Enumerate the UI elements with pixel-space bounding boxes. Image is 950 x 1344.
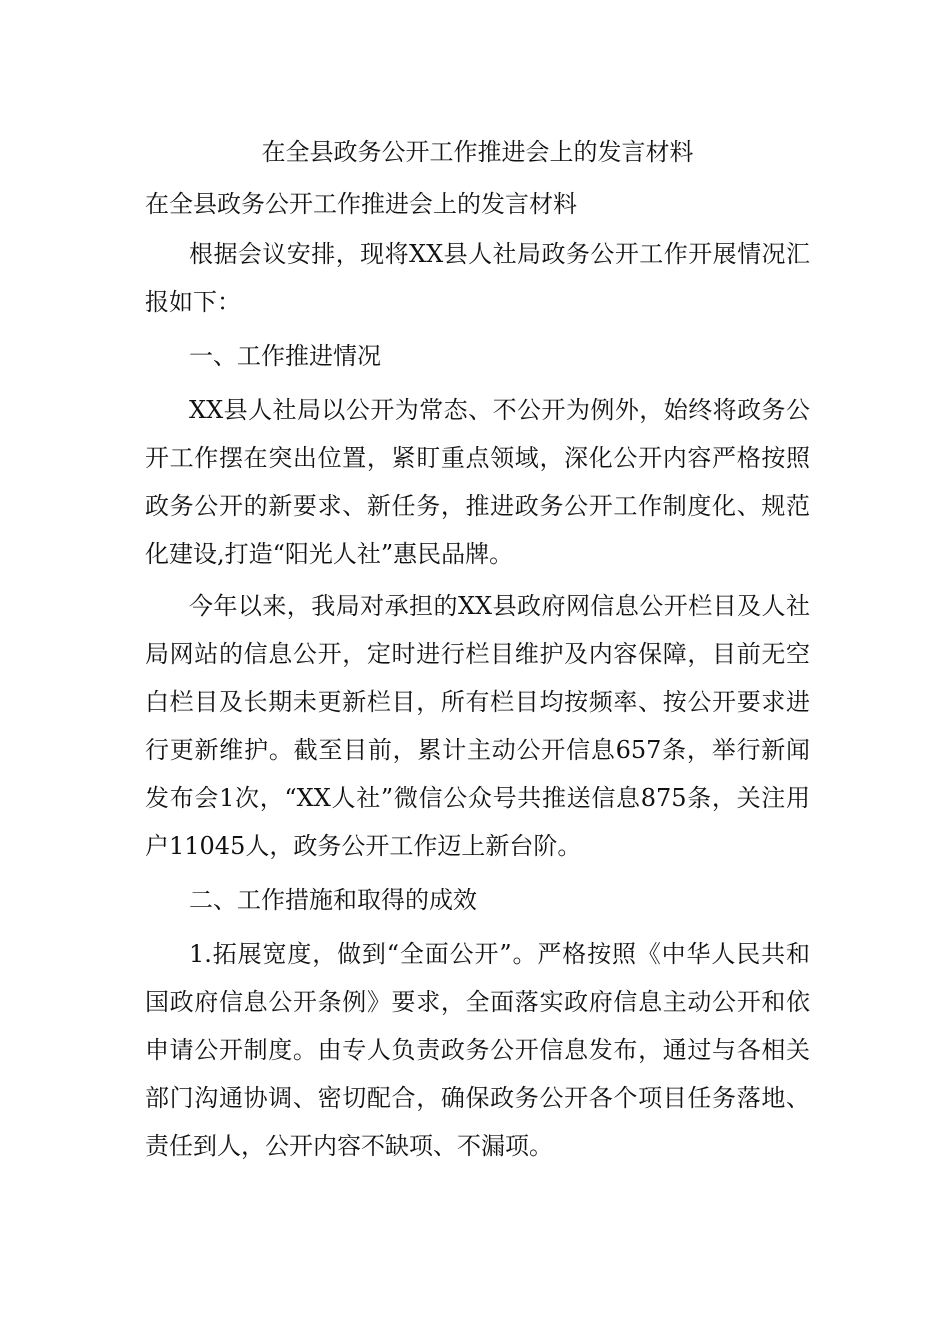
- document-body: [145, 126, 810, 1174]
- body-paragraph-1: XX县人社局以公开为常态、不公开为例外，始终将政务公开工作摆在突出位置，紧盯重点领域，深化公开内容严格按照政务公开的新要求、新任务，推进政务公开工作制度化、规范化建设,打造“阳光人社”惠民品牌。: [145, 396, 810, 568]
- document-title: 在全县政务公开工作推进会上的发言材料: [261, 138, 694, 166]
- section-heading-2: 二、工作措施和取得的成效: [189, 886, 477, 914]
- body-paragraph-3: 1.拓展宽度，做到“全面公开”。严格按照《中华人民共和国政府信息公开条例》要求，全面落实政府信息主动公开和依申请公开制度。由专人负责政务公开信息发布，通过与各相关部门沟通协调、密切配合，确保政务公开各个项目任务落地、责任到人，公开内容不缺项、不漏项。: [145, 940, 810, 1160]
- document-subtitle: 在全县政务公开工作推进会上的发言材料: [145, 190, 577, 218]
- intro-paragraph: 根据会议安排，现将XX县人社局政务公开工作开展情况汇报如下：: [145, 240, 810, 316]
- section-heading-1: 一、工作推进情况: [189, 342, 381, 370]
- body-paragraph-2: 今年以来，我局对承担的XX县政府网信息公开栏目及人社局网站的信息公开，定时进行栏目维护及内容保障，目前无空白栏目及长期未更新栏目，所有栏目均按频率、按公开要求进行更新维护。截至目前，累计主动公开信息657条，举行新闻发布会1次，“XX人社”微信公众号共推送信息875条，关注用户11045人，政务公开工作迈上新台阶。: [145, 592, 810, 860]
